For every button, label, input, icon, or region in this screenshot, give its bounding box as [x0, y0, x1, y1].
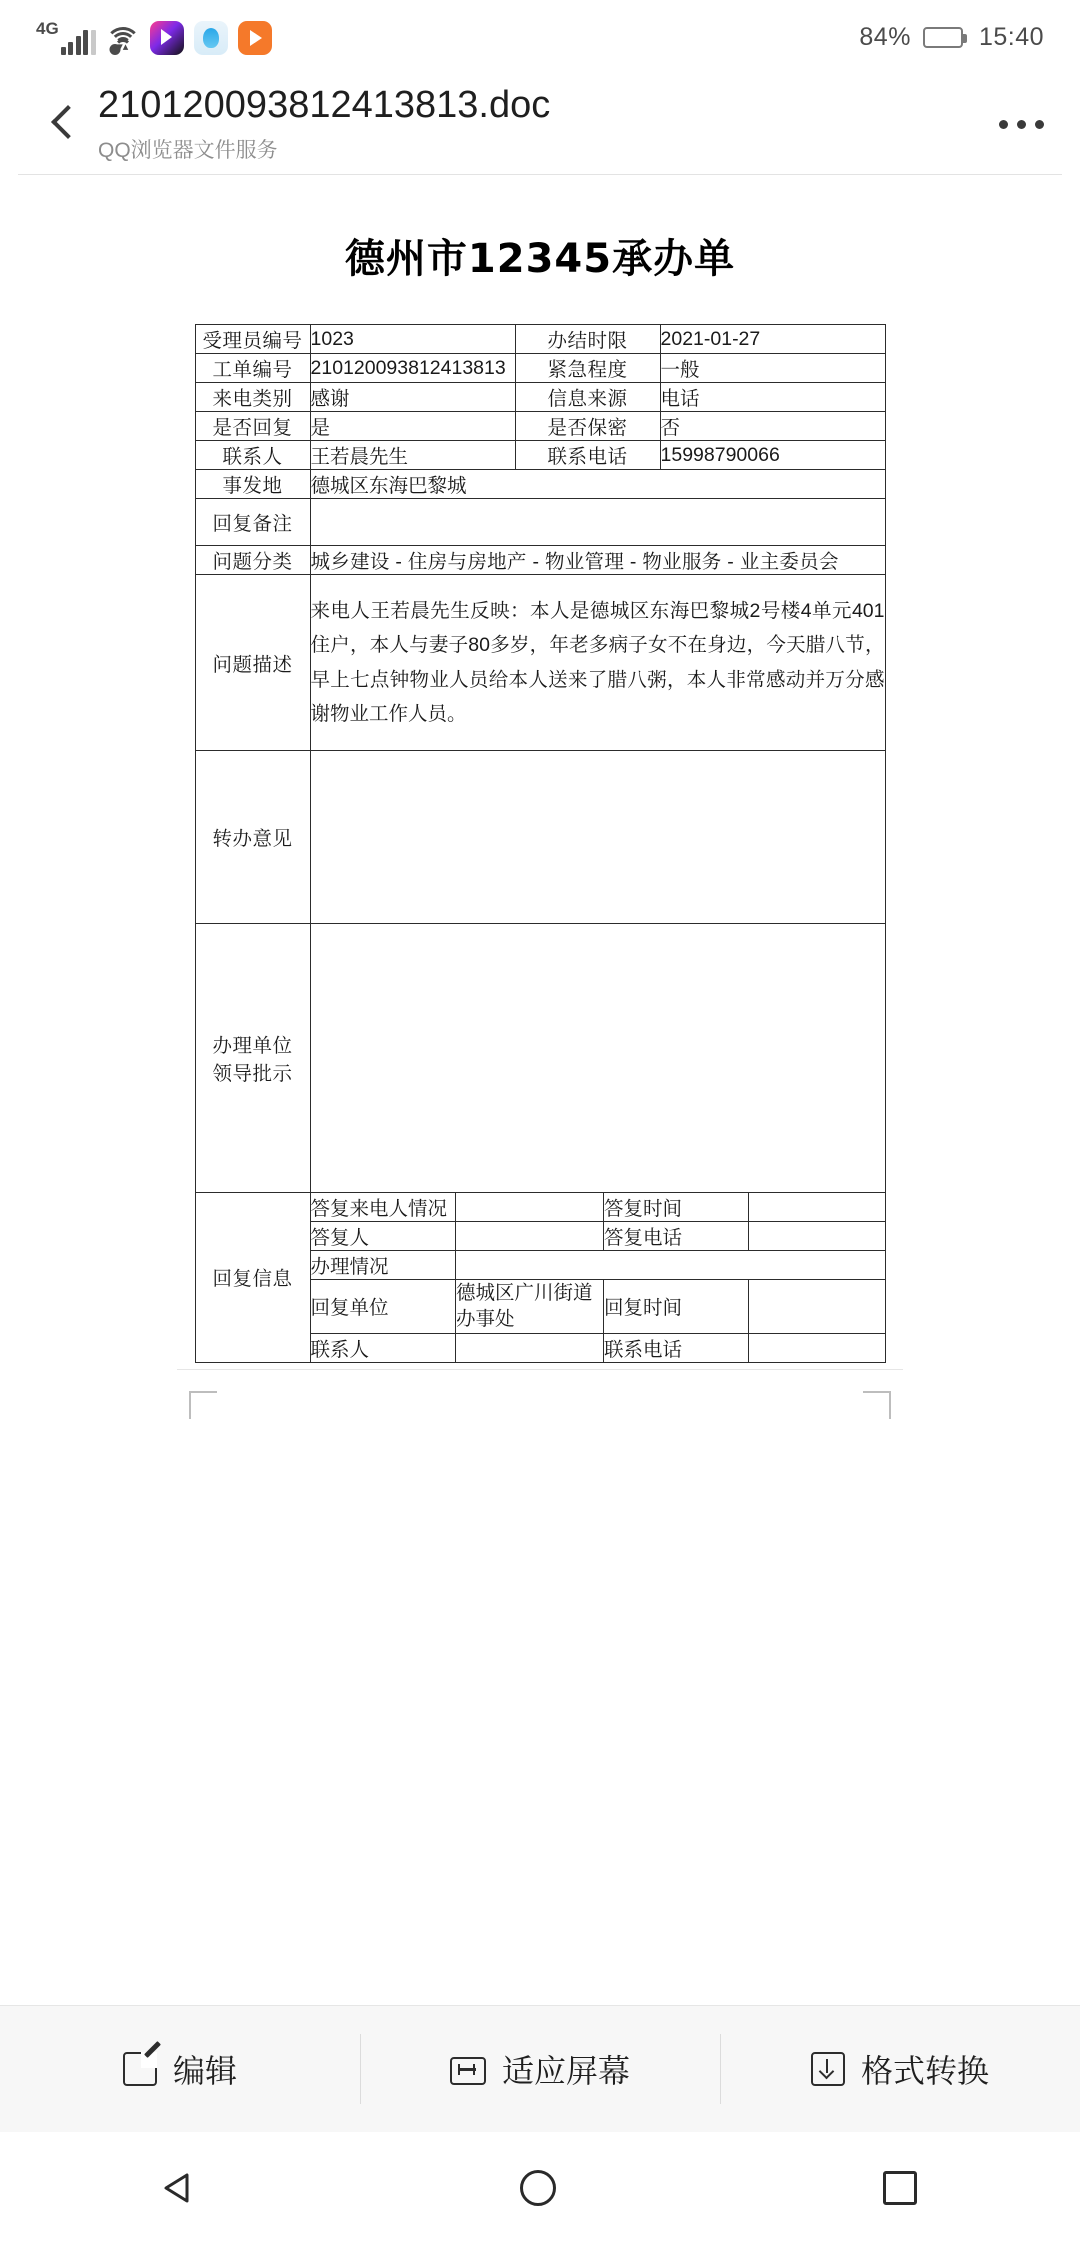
- status-bar-right: [859, 23, 1044, 52]
- reply-info-row: [311, 1193, 886, 1222]
- table-row: [195, 412, 885, 441]
- reply-note-value: [310, 499, 885, 546]
- reply-cell: [456, 1251, 886, 1280]
- nav-home-circle-icon[interactable]: [520, 2170, 556, 2206]
- more-options-icon[interactable]: [979, 120, 1044, 129]
- row-value-2: 一般: [660, 354, 885, 383]
- row-value: 王若晨先生: [310, 441, 515, 470]
- table-row: [195, 325, 885, 354]
- category-label: 问题分类: [195, 546, 310, 575]
- reply-info-row: [311, 1251, 886, 1280]
- document-title: 德州市12345承办单: [344, 236, 736, 282]
- reply-info-row: [311, 1222, 886, 1251]
- edit-button[interactable]: [0, 2006, 360, 2132]
- row-value-2: 15998790066: [660, 441, 885, 470]
- reply-cell: [456, 1193, 604, 1222]
- kuaishou-app-icon: [150, 21, 184, 55]
- reply-info-table: [311, 1193, 886, 1362]
- row-value: 感谢: [310, 383, 515, 412]
- row-label-2: 紧急程度: [515, 354, 660, 383]
- reply-cell: [456, 1333, 604, 1362]
- description-value: [310, 575, 885, 751]
- service-name-label: QQ浏览器文件服务: [98, 138, 278, 162]
- row-label-2: 信息来源: [515, 383, 660, 412]
- nav-recents-square-icon[interactable]: [883, 2171, 917, 2205]
- fit-screen-icon: [450, 2057, 486, 2085]
- row-label-2: 办结时限: [515, 325, 660, 354]
- reply-info-row: [311, 1280, 886, 1334]
- transfer-opinion-label: 转办意见: [195, 751, 310, 924]
- system-navigation-bar: [0, 2132, 1080, 2244]
- page-divider: [177, 1369, 903, 1370]
- reply-cell: 联系人: [311, 1333, 456, 1362]
- edit-icon: [123, 2052, 157, 2086]
- battery-icon: [923, 27, 963, 48]
- row-value: 210120093812413813: [310, 354, 515, 383]
- reply-cell: 办理情况: [311, 1251, 456, 1280]
- reply-cell: 回复时间: [604, 1280, 749, 1334]
- description-paragraph: 来电人王若晨先生反映：本人是德城区东海巴黎城2号楼4单元401住户，本人与妻子80多岁，年老多病子女不在身边，今天腊八节，早上七点钟物业人员给本人送来了腊八粥，本人非常感动并万分感谢物业工作人员。: [310, 600, 885, 725]
- leader-instruction-label: [195, 924, 310, 1193]
- reply-note-label: 回复备注: [195, 499, 310, 546]
- fit-screen-button-label: 适应屏幕: [501, 2053, 630, 2089]
- cloud-app-icon: [194, 21, 228, 55]
- incident-place-label: 事发地: [195, 470, 310, 499]
- reply-cell: 答复电话: [604, 1222, 749, 1251]
- clock-label: 15:40: [978, 22, 1044, 51]
- leader-instruction-label-line1: 办理单位: [212, 1035, 293, 1057]
- row-label: 来电类别: [195, 383, 310, 412]
- table-row-reply-note: [195, 499, 885, 546]
- page-corner-top-left-icon: [189, 1391, 217, 1419]
- format-convert-icon: [811, 2052, 845, 2086]
- document-viewer[interactable]: [0, 227, 1080, 1435]
- video-app-icon: [238, 21, 272, 55]
- reply-info-label: 回复信息: [195, 1193, 310, 1363]
- row-label: 联系人: [195, 441, 310, 470]
- format-convert-button-label: 格式转换: [860, 2053, 989, 2089]
- header-divider: [18, 174, 1062, 175]
- table-row-category: [195, 546, 885, 575]
- table-row: [195, 383, 885, 412]
- row-value: 是: [310, 412, 515, 441]
- table-row-transfer-opinion: [195, 751, 885, 924]
- reply-cell: 答复时间: [604, 1193, 749, 1222]
- table-row-incident-place: [195, 470, 885, 499]
- fit-screen-button[interactable]: [360, 2006, 720, 2132]
- page-break-markers: [195, 1391, 885, 1435]
- back-chevron-icon[interactable]: [48, 107, 76, 135]
- edit-button-label: 编辑: [172, 2053, 237, 2089]
- reply-cell: [749, 1222, 886, 1251]
- signal-bars-icon: [61, 30, 96, 55]
- row-value: 1023: [310, 325, 515, 354]
- status-bar-left: [36, 20, 859, 55]
- form-table: [195, 324, 886, 1363]
- row-value-2: 2021-01-27: [660, 325, 885, 354]
- table-row-leader-instruction: [195, 924, 885, 1193]
- row-value-2: 电话: [660, 383, 885, 412]
- row-label-2: 联系电话: [515, 441, 660, 470]
- row-label: 受理员编号: [195, 325, 310, 354]
- battery-percent-label: 84%: [859, 22, 911, 51]
- description-label: 问题描述: [195, 575, 310, 751]
- network-type-label: 4G: [36, 18, 59, 38]
- page-title: 210120093812413813.doc: [98, 84, 551, 127]
- nav-back-triangle-icon[interactable]: [163, 2172, 193, 2204]
- table-row-reply-info: [195, 1193, 885, 1363]
- row-label: 是否回复: [195, 412, 310, 441]
- signal-icon: [36, 20, 96, 55]
- row-value-2: 否: [660, 412, 885, 441]
- table-row-description: [195, 575, 885, 751]
- reply-info-subtable-cell: [310, 1193, 885, 1363]
- app-header: [0, 74, 1080, 174]
- reply-cell: 答复人: [311, 1222, 456, 1251]
- bottom-toolbar: [0, 2005, 1080, 2132]
- leader-instruction-label-line2: 领导批示: [212, 1063, 293, 1085]
- category-value: 城乡建设 - 住房与房地产 - 物业管理 - 物业服务 - 业主委员会: [310, 546, 885, 575]
- leader-instruction-value: [310, 924, 885, 1193]
- reply-info-row: [311, 1333, 886, 1362]
- reply-cell: [749, 1333, 886, 1362]
- table-row: [195, 441, 885, 470]
- page-corner-top-right-icon: [863, 1391, 891, 1419]
- row-label: 工单编号: [195, 354, 310, 383]
- reply-cell: 联系电话: [604, 1333, 749, 1362]
- reply-cell: 德城区广川街道办事处: [456, 1280, 604, 1334]
- reply-cell: [456, 1222, 604, 1251]
- wifi-icon: ▾▴: [106, 27, 140, 55]
- reply-cell: [749, 1193, 886, 1222]
- status-bar: [0, 0, 1080, 74]
- transfer-opinion-value: [310, 751, 885, 924]
- incident-place-value: 德城区东海巴黎城: [310, 470, 885, 499]
- reply-cell: [749, 1280, 886, 1334]
- reply-cell: 答复来电人情况: [311, 1193, 456, 1222]
- row-label-2: 是否保密: [515, 412, 660, 441]
- format-convert-button[interactable]: [720, 2006, 1080, 2132]
- header-titles: [98, 84, 979, 164]
- reply-cell: 回复单位: [311, 1280, 456, 1334]
- table-row: [195, 354, 885, 383]
